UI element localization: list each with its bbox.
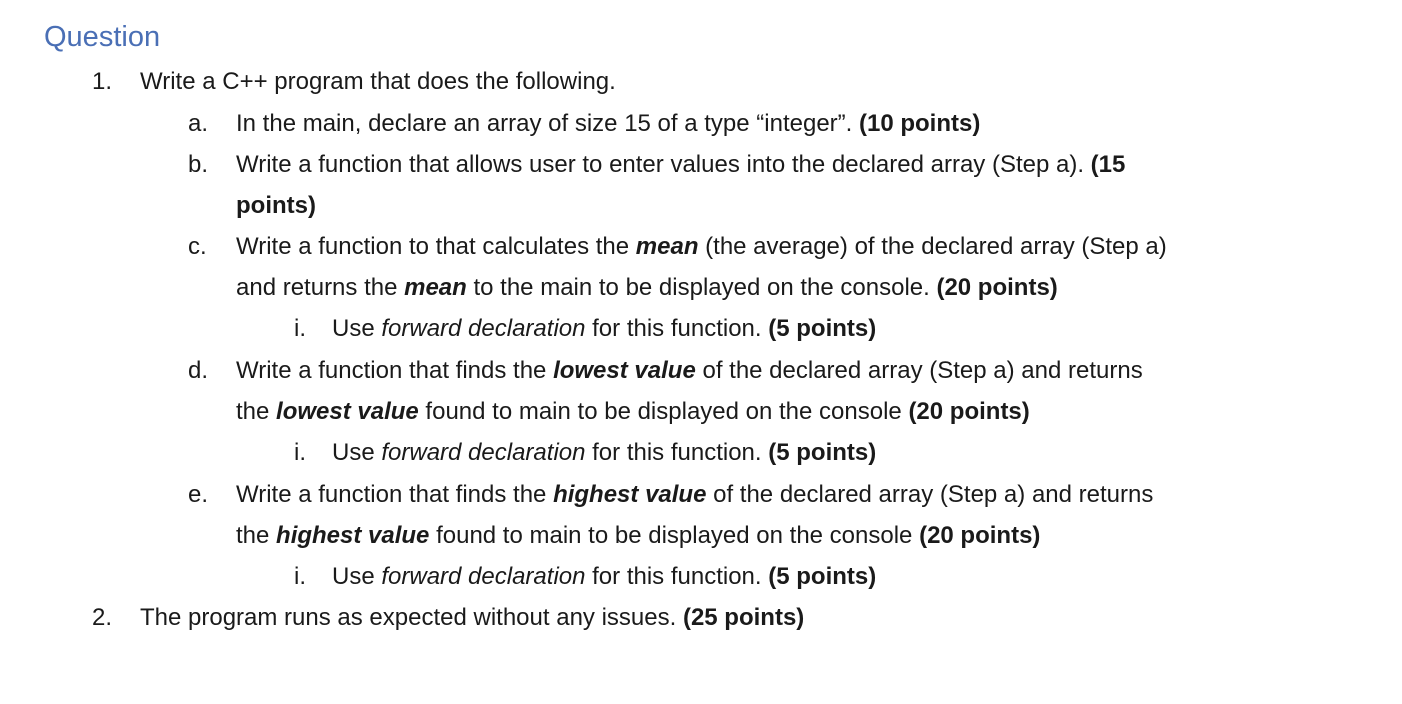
q1e-sub-points: (5 points) xyxy=(768,563,877,590)
q1b-points-part2: points) xyxy=(236,192,316,219)
q1b-points-part1: (15 xyxy=(1090,151,1126,178)
q1d-sub-text-2: for this function. xyxy=(585,439,769,466)
q1e-points: (20 points) xyxy=(919,522,1041,549)
q1c-text-2: (the average) of the declared array (Step a) xyxy=(698,233,1167,260)
q1b-text: Write a function that allows user to enter values into the declared array (Step a). xyxy=(236,151,1091,178)
q1e-sub-marker: i. xyxy=(294,563,306,590)
q1e-sub-text-2: for this function. xyxy=(585,563,769,590)
q1d-text-3: the xyxy=(236,398,277,425)
q1a-text: In the main, declare an array of size 15 of a type “integer”. xyxy=(236,110,859,137)
q1d-line-2 xyxy=(236,392,1030,432)
q1b-line-1 xyxy=(236,145,1125,185)
q1-text: Write a C++ program that does the following. xyxy=(140,68,616,95)
q1d-sub-points: (5 points) xyxy=(768,439,877,466)
q1c-sub-text-1: Use xyxy=(332,315,382,342)
q1c-sub-forward: forward declaration xyxy=(381,315,586,342)
q2-text: The program runs as expected without any issues. xyxy=(140,604,683,631)
q1c-text-4: to the main to be displayed on the console. xyxy=(466,274,937,301)
q2-line xyxy=(140,598,804,638)
q1d-lowest-2: lowest value xyxy=(276,398,419,425)
q1e-sub-text-1: Use xyxy=(332,563,382,590)
q1d-text-2: of the declared array (Step a) and returns xyxy=(695,357,1143,384)
q1d-sub-forward: forward declaration xyxy=(381,439,586,466)
q1e-text-3: the xyxy=(236,522,277,549)
q1d-line-1 xyxy=(236,351,1143,391)
q1d-sub-text-1: Use xyxy=(332,439,382,466)
q1c-sub-marker: i. xyxy=(294,315,306,342)
q1e-text-4: found to main to be displayed on the console xyxy=(429,522,920,549)
q1d-lowest-1: lowest value xyxy=(553,357,696,384)
q1d-sub-marker: i. xyxy=(294,439,306,466)
heading-question: Question xyxy=(44,21,161,53)
q1a-marker: a. xyxy=(188,110,209,137)
q1e-sub-forward: forward declaration xyxy=(381,563,586,590)
q1d-marker: d. xyxy=(188,357,209,384)
q1b-marker: b. xyxy=(188,151,209,178)
q1c-points: (20 points) xyxy=(936,274,1058,301)
q1c-line-1 xyxy=(236,227,1167,267)
q1e-highest-2: highest value xyxy=(276,522,430,549)
q1c-mean-2: mean xyxy=(404,274,467,301)
q1e-marker: e. xyxy=(188,481,209,508)
q1d-points: (20 points) xyxy=(908,398,1030,425)
q1c-text-1: Write a function to that calculates the xyxy=(236,233,636,260)
q1d-text-4: found to main to be displayed on the console xyxy=(418,398,909,425)
q1e-highest-1: highest value xyxy=(553,481,707,508)
q1c-sub-points: (5 points) xyxy=(768,315,877,342)
q1e-sub-line xyxy=(332,557,876,597)
q1a-line xyxy=(236,104,980,144)
q1e-text-1: Write a function that finds the xyxy=(236,481,554,508)
q1c-mean-1: mean xyxy=(635,233,699,260)
q1e-text-2: of the declared array (Step a) and returns xyxy=(706,481,1154,508)
q1c-line-2 xyxy=(236,268,1058,308)
q2-points: (25 points) xyxy=(682,604,805,631)
q1d-sub-line xyxy=(332,433,876,473)
q1-marker: 1. xyxy=(92,68,113,95)
q1e-line-1 xyxy=(236,475,1153,515)
q1c-marker: c. xyxy=(188,233,207,260)
q1c-text-3: and returns the xyxy=(236,274,405,301)
q1c-sub-text-2: for this function. xyxy=(585,315,769,342)
q1a-points: (10 points) xyxy=(859,110,981,137)
q1d-text-1: Write a function that finds the xyxy=(236,357,554,384)
q1e-line-2 xyxy=(236,516,1040,556)
q1c-sub-line xyxy=(332,309,876,349)
q2-marker: 2. xyxy=(92,604,113,631)
